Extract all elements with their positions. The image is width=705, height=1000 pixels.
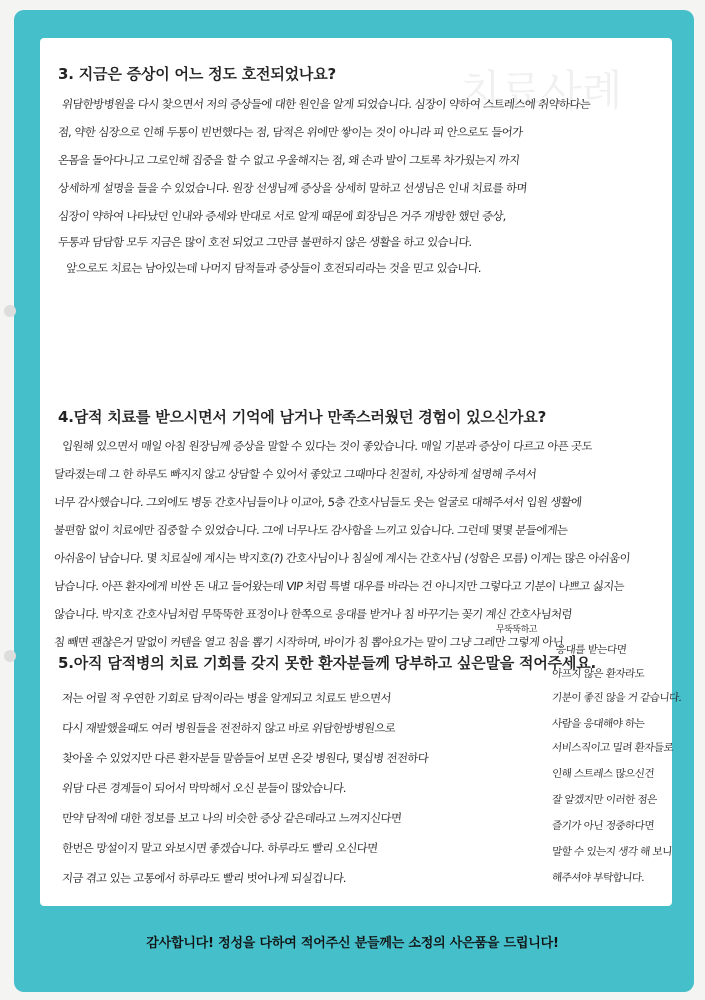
margin-note-line: 말할 수 있는지 생각 해 보니 — [551, 846, 673, 858]
answer-line: 너무 감사했습니다. 그외에도 병동 간호사님들이나 이교아, 5층 간호사님들도 웃는 얼굴로 대해주셔서 입원 생활에 — [53, 495, 583, 509]
margin-note-line: 사람을 응대해야 하는 — [551, 718, 645, 730]
answer-line: 앞으로도 치료는 남아있는데 나머지 담적들과 증상들이 호전되리라는 것을 믿고 있습니다. — [65, 261, 482, 275]
margin-note-line: 아프지 않은 환자라도 — [551, 668, 645, 680]
answer-line: 달라졌는데 그 한 하루도 빠지지 않고 상담할 수 있어서 좋았고 그때마다 친절히, 자상하게 설명해 주셔서 — [53, 467, 538, 481]
answer-line: 다시 재발했을때도 여러 병원들을 전전하지 않고 바로 위담한방병원으로 — [61, 721, 396, 735]
questionnaire-sheet — [40, 38, 683, 906]
answer-line: 한번은 망설이지 말고 와보시면 좋겠습니다. 하루라도 빨리 오신다면 — [61, 841, 379, 855]
answer-line: 점, 약한 심장으로 인해 두통이 빈번했다는 점, 담적은 위에만 쌓이는 것이 아니라 피 안으로도 들어가 — [57, 125, 524, 139]
margin-note-line: 기분이 좋진 않을 거 같습니다. — [551, 692, 683, 704]
inserted-note: 무뚝뚝하고 — [496, 625, 537, 635]
margin-note-line: 해주셔야 부탁합니다. — [551, 872, 645, 884]
answer-line: 두통과 담담함 모두 지금은 많이 호전 되었고 그만큼 불편하지 않은 생활을 하고 있습니다. — [57, 235, 473, 249]
answer-line: 지금 겪고 있는 고통에서 하루라도 빨리 벗어나게 되실겁니다. — [61, 871, 348, 885]
binder-hole — [4, 305, 16, 317]
answer-line: 입원해 있으면서 매일 아침 원장님께 증상을 말할 수 있다는 것이 좋았습니다. 매일 기분과 증상이 다르고 아픈 곳도 — [61, 439, 593, 453]
answer-line: 만약 담적에 대한 정보를 보고 나의 비슷한 증상 같은데라고 느껴지신다면 — [61, 811, 403, 825]
bleed-through-text: 치료사례 — [460, 66, 623, 115]
answer-line: 않습니다. 박지호 간호사님처럼 무뚝뚝한 표정이나 한쪽으로 응대를 받거나 침 바꾸기는 꽂기 계신 간호사님처럼 — [53, 607, 573, 621]
question-3-heading: 3. 지금은 증상이 어느 정도 호전되었나요? — [58, 65, 336, 83]
margin-note-line: 즐기가 아닌 정중하다면 — [551, 820, 655, 832]
footer-message: 감사합니다! 정성을 다하여 적어주신 분들께는 소정의 사은품을 드립니다! — [146, 936, 559, 951]
margin-note-line: 인해 스트레스 많으신건 — [551, 768, 655, 780]
question-5-heading: 5.아직 담적병의 치료 기회를 갖지 못한 환자분들께 당부하고 싶은말을 적어주세요. — [58, 654, 597, 672]
margin-note-line: 잘 알겠지만 이러한 점은 — [551, 794, 658, 806]
margin-note-line: 서비스직이고 밀려 환자들로 — [551, 742, 674, 754]
answer-line: 상세하게 설명을 들을 수 있었습니다. 원장 선생님께 증상을 상세히 말하고 선생님은 인내 치료를 하며 — [57, 181, 528, 195]
answer-line: 온몸을 돌아다니고 그로인해 집중을 할 수 없고 우울해지는 점, 왜 손과 발이 그토록 차가웠는지 까지 — [57, 153, 521, 167]
margin-note-line: 응대를 받는다면 — [555, 644, 627, 656]
answer-line: 위담 다른 경계들이 되어서 막막해서 오신 분들이 많았습니다. — [61, 781, 348, 795]
answer-line: 찾아올 수 있었지만 다른 환자분들 말씀들어 보면 온갖 병원다, 몇십병 전전하다 — [61, 751, 429, 765]
answer-line: 심장이 약하여 나타났던 인내와 증세와 반대로 서로 알게 때문에 회장님은 거주 개방한 했던 증상, — [57, 209, 507, 223]
answer-line: 남습니다. 아픈 환자에게 비싼 돈 내고 들어왔는데 VIP 처럼 특별 대우를 바라는 건 아니지만 그렇다고 기분이 나쁘고 싫지는 — [53, 579, 625, 593]
answer-line: 위담한방병원을 다시 찾으면서 저의 증상들에 대한 원인을 알게 되었습니다. 심장이 약하여 스트레스에 취약하다는 — [61, 97, 591, 111]
answer-line: 아쉬움이 남습니다. 몇 치료실에 계시는 박지호(?) 간호사님이나 침실에 계시는 간호사님 (성함은 모름) 이게는 많은 아쉬움이 — [53, 551, 631, 565]
question-4-heading: 4.담적 치료를 받으시면서 기억에 남거나 만족스러웠던 경험이 있으신가요? — [58, 408, 547, 426]
answer-line: 저는 어릴 적 우연한 기회로 담적이라는 병을 알게되고 치료도 받으면서 — [61, 691, 392, 705]
answer-line: 침 빼면 괜찮은거 말없이 커텐을 열고 침을 뽑기 시작하며, 바이가 침 뽑아요가는 말이 그냥 그레만 그렇게 아닌 — [53, 635, 564, 649]
binder-hole — [4, 650, 16, 662]
answer-line: 불편함 없이 치료에만 집중할 수 있었습니다. 그에 너무나도 감사함을 느끼고 있습니다. 그런데 몇몇 분들에게는 — [53, 523, 569, 537]
